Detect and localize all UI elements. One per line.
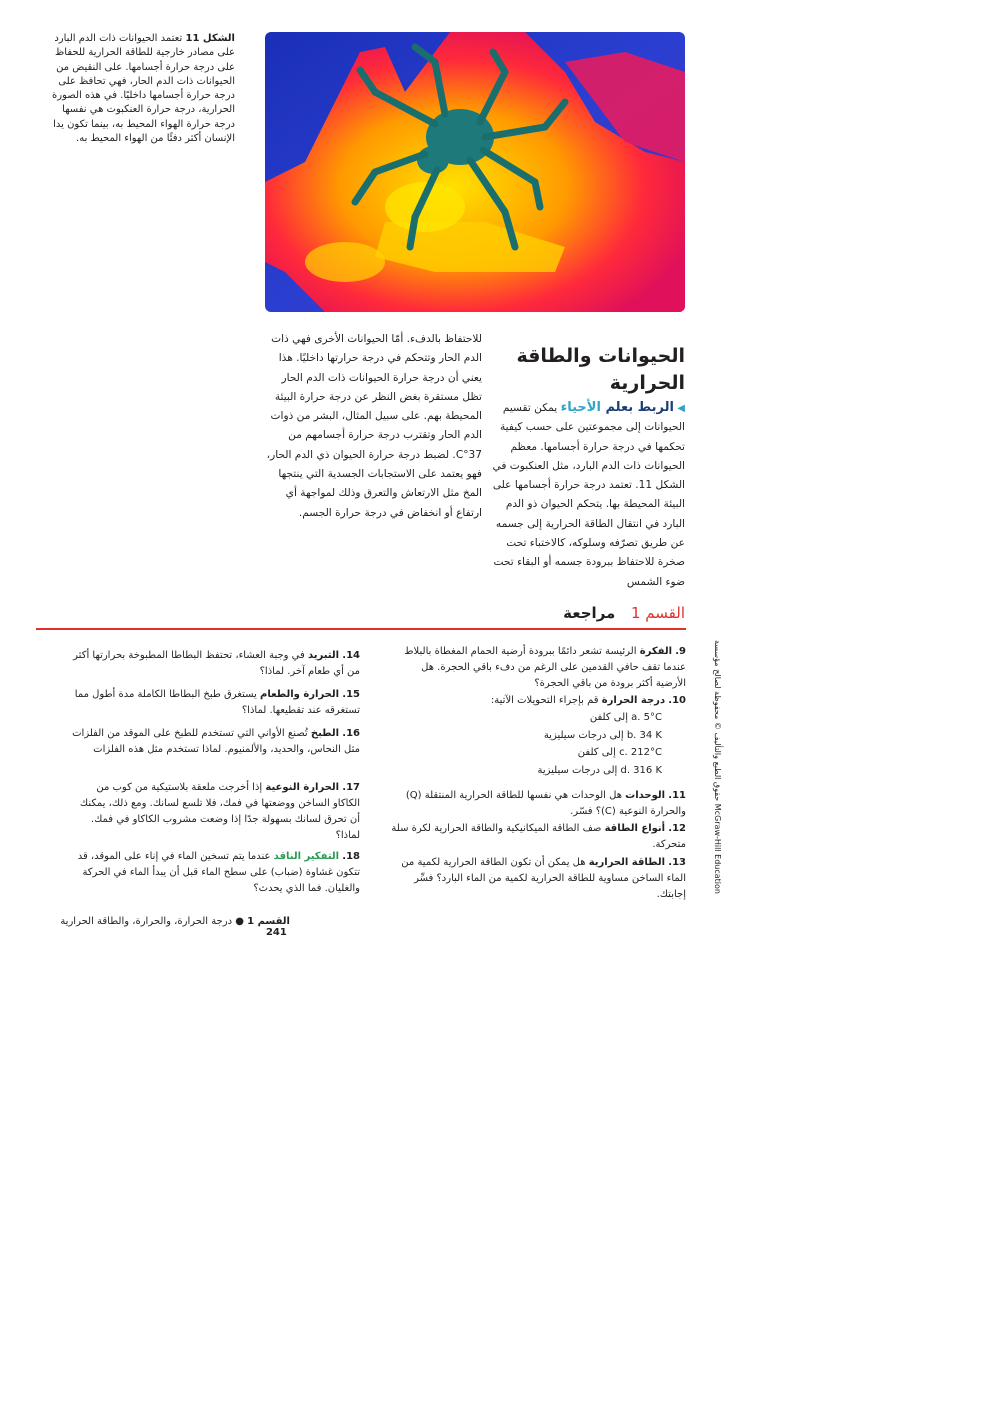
q10-item-b: b. 34 K إلى درجات سيليزية	[543, 729, 662, 741]
question-18: 18. التفكير الناقد عندما يتم تسخين الماء في إناء على الموقد، قد تتكون غشاوة (ضباب) على سطح الماء قبل أن يبدأ الماء في الحركة والغليان. فما الذي يحدث؟	[77, 851, 360, 894]
page-footer	[40, 916, 290, 938]
biology-link: الربط بعلم الأحياء	[560, 400, 674, 415]
copyright-side-text: حقوق الطبع والتأليف © محفوظة لصالح مؤسسة McGraw-Hill Education	[713, 640, 722, 894]
question-12: 12. أنواع الطاقة صف الطاقة الميكانيكية والطاقة الحرارية لكرة سلة متحركة.	[391, 823, 686, 850]
thermal-image	[265, 32, 685, 312]
paragraph-1: يمكن تقسيم الحيوانات إلى مجموعتين على حسب كيفية تحكمها في درجة حرارة أجسامها. معظم الحيوانات ذات الدم البارد، مثل العنكبوت في الشكل 11. تعتمد درجة حرارة أجسامها على البيئة المحيطة بها. يتحكم الحيوان ذو الدم البارد في انتقال الطاقة الحرارية إلى جسمه عن طريق تصرّفه وسلوكه، كالاختباء تحت صخرة للاحتفاظ ببرودة جسمه أو البقاء تحت ضوء الشمس	[492, 402, 685, 588]
question-13: 13. الطاقة الحرارية هل يمكن أن تكون الطاقة الحرارية لكمية من الماء الساخن مساوية للطاقة الحرارية لكمية من الماء البارد؟ فسِّر إجابتك.	[401, 857, 686, 900]
question-9: 9. الفكرة الرئيسة تشعر دائمًا ببرودة أرضية الحمام المغطاة بالبلاط عندما تقف حافي القدمين على الرغم من دفء باقي الحجرة. هل الأرضية أكثر برودة من باقي الحجرة؟	[404, 646, 686, 689]
question-14: 14. التبريد في وجبة العشاء، تحتفظ البطاطا المطبوخة بحرارتها أكثر من أي طعام آخر. لماذا؟	[73, 650, 360, 677]
question-16: 16. الطبخ تُصنع الأواني التي تستخدم للطبخ على الموقد من الفلزات مثل النحاس، والحديد، والألمنيوم. لماذا تستخدم مثل هذه الفلزات	[72, 728, 360, 755]
review-header	[540, 604, 685, 622]
question-11: 11. الوحدات هل الوحدات هي نفسها للطاقة الحرارية المنتقلة (Q) والحرارة النوعية (C)؟ فسّر.	[405, 790, 686, 817]
q10-item-c: c. 212°C إلى كلفن	[577, 747, 662, 758]
question-17: 17. الحرارة النوعية إذا أخرجت ملعقة بلاستيكية من كوب من الكاكاو الساخن ووضعتها في فمك، فلا تلسع لسانك. ومع ذلك، يمكنك أن تحرق لسانك بسهولة جدًا إذا وضعت مشروب الكاكاو في فمك. لماذا؟	[79, 782, 360, 841]
question-10: 10. درجة الحرارة قم بإجراء التحويلات الآتية: a. 5°C إلى كلفن b. 34 K إلى درجات سيليزية c. 212°C إلى كلفن d. 316 K إلى درجات سيليزية	[388, 693, 686, 779]
review-title: مراجعة	[563, 604, 616, 622]
page-number: 241	[265, 927, 287, 938]
paragraph-2: للاحتفاظ بالدفء. أمّا الحيوانات الأخرى فهي ذات الدم الحار وتتحكم في درجة حرارتها داخليًا. هذا يعني أن درجة حرارة الحيوانات ذات الدم الحار تظل مستقرة بغض النظر عن درجة حرارة البيئة المحيطة بهم. على سبيل المثال، البشر من ذوات الدم الحار وتقترب درجة حرارة أجسامهم من 37°C. لضبط درجة حرارة الحيوان ذي الدم الحار، فهو يعتمد على الاستجابات الجسدية التي ينتجها المخ مثل الارتعاش والتعرق وذلك لمواجهة أي ارتفاع أو انخفاض في درجة حرارة الجسم.	[266, 333, 482, 519]
triangle-bullet-icon: ◀	[677, 403, 685, 414]
caption-text: تعتمد الحيوانات ذات الدم البارد على مصادر خارجية للطاقة الحرارية للحفاظ على درجة حرارة أجسامها. على النقيض من الحيوانات ذات الدم الحار، فهي تحافظ على درجة حرارة أجسامها داخليًا. في هذه الصورة الحرارية، درجة حرارة العنكبوت هي نفسها درجة حرارة الهواء المحيط به، بينما تكون يدا الإنسان أكثر دفئًا من الهواء المحيط به.	[52, 33, 235, 145]
footer-title: درجة الحرارة، والحرارة، والطاقة الحرارية	[60, 916, 233, 927]
section-heading: الحيوانات والطاقة الحرارية	[516, 345, 685, 394]
review-divider	[36, 628, 686, 630]
caption-label: الشكل 11	[185, 33, 235, 44]
q10-item-d: d. 316 K إلى درجات سيليزية	[537, 764, 662, 776]
footer-bullet-icon: ●	[235, 916, 244, 927]
thermal-hand-spider-illustration	[265, 32, 685, 312]
footer-section: القسم 1	[247, 916, 290, 927]
figure-caption	[40, 32, 235, 146]
q10-item-a: a. 5°C إلى كلفن	[589, 712, 662, 723]
biology-connection-paragraph	[490, 398, 685, 592]
question-15: 15. الحرارة والطعام يستغرق طبخ البطاطا الكاملة مدة أطول مما تستغرقه عند تقطيعها. لماذا؟	[74, 689, 360, 716]
review-section-label: القسم 1	[630, 604, 685, 622]
